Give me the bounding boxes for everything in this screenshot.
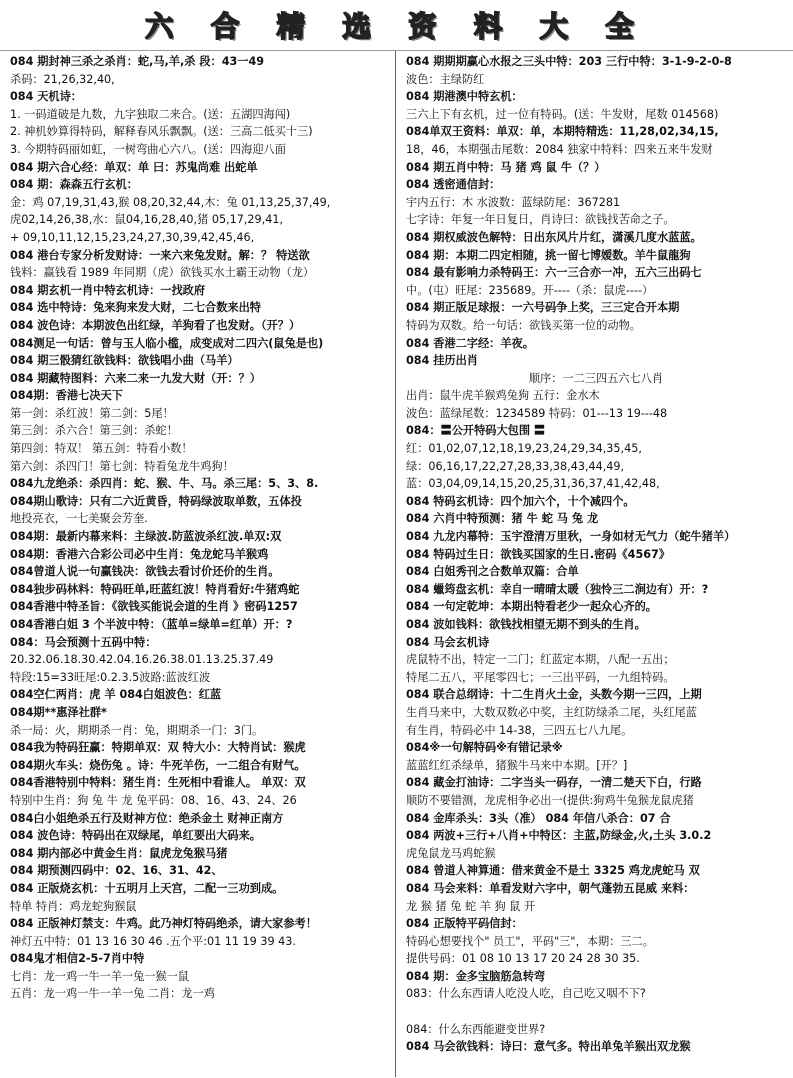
entry-heading-line: 084 期三骰猜红欲钱料：欲钱唱小曲（马羊） bbox=[10, 354, 239, 368]
entry-heading-line: 084 六肖中特预测：猪 牛 蛇 马 兔 龙 bbox=[406, 512, 599, 526]
entry-heading-line: 084期火车头：烧伤兔 。诗：牛死羊伤，一二组合有财气。 bbox=[10, 758, 306, 772]
entry-text-line: 虎02,14,26,38,水：鼠04,16,28,40,猪 05,17,29,41, bbox=[10, 213, 283, 227]
page-title: 六 合 精 选 资 料 大 全 bbox=[145, 10, 648, 43]
entry-text-line: 蓝：03,04,09,14,15,20,25,31,36,37,41,42,48, bbox=[406, 477, 660, 491]
entry-heading-line: 084 曾道人神算通：借来黄金不是土 3325 鸡龙虎蛇马 双 bbox=[406, 864, 700, 878]
entry-heading-line: 084 期：金多宝脑筋急转弯 bbox=[406, 969, 546, 983]
entry-heading-line: 084 港台专家分析发财诗：一来六来兔发财。解：？ 特送欲 bbox=[10, 248, 310, 262]
entry-heading-line: 084 联合总纲诗：十二生肖火土金，头数今期一三四，上期 bbox=[406, 688, 702, 702]
entry-heading-line: 084 期六合心经：单双：单 曰：苏鬼尚难 出蛇单 bbox=[10, 160, 258, 174]
entry-heading-line: 084香港特别中特料：猪生肖：生死相中看谁人。 单双：双 bbox=[10, 776, 306, 790]
entry-heading-line: 084 透密通信封： bbox=[406, 178, 501, 192]
entry-text-line: 特段:15=33旺尾:0.2.3.5波路:蓝波红波 bbox=[10, 670, 211, 684]
entry-text-line: 神灯五中特：01 13 16 30 46 .五个平:01 11 19 39 43. bbox=[10, 934, 296, 948]
entry-heading-line: 084 波如钱料：欲钱找相望无期不到头的生肖。 bbox=[406, 618, 646, 631]
entry-text-line: 有生肖，特码必中 14-38，三四五七八九尾。 bbox=[406, 723, 633, 737]
entry-heading-line: 084 香港二字经：羊夜。 bbox=[406, 336, 534, 350]
entry-text-line: 红：01,02,07,12,18,19,23,24,29,34,35,45, bbox=[406, 442, 642, 456]
entry-heading-line: 084香港中特圣旨：《欲钱买能说会道的生肖 》密码1257 bbox=[10, 600, 298, 614]
entry-text-line: 出肖：鼠牛虎羊猴鸡兔狗 五行：金水木 bbox=[406, 389, 600, 403]
entry-heading-line: 084 九龙内幕特：玉宇澄清万里秋，一身如材无气力（蛇牛猪羊） bbox=[406, 530, 736, 544]
entry-text-line: 顺防不要错测，龙虎相争必出一(提供:狗鸡牛兔猴龙鼠虎猪 bbox=[406, 793, 694, 807]
entry-heading-line: 084测足一句话：曾与玉人临小槛，成变成对二四六(鼠兔是也) bbox=[10, 336, 324, 350]
entry-text-line: 第六剑：杀四门！第七剑：特看兔龙牛鸡狗！ bbox=[10, 459, 234, 473]
page-header bbox=[0, 0, 793, 51]
entry-text-line: 杀一局：火，期期杀一肖：兔，期期杀一门：3门。 bbox=[10, 723, 264, 737]
entry-text-line: 杀码：21,26,32,40, bbox=[10, 72, 115, 86]
entry-text-line: 蓝蓝红红杀绿单，猪猴牛马来中本期。[开？] bbox=[406, 758, 628, 772]
entry-heading-line: 084※一句解特码※有错记录※ bbox=[406, 741, 563, 755]
entry-text-line: + 09,10,11,12,15,23,24,27,30,39,42,45,46, bbox=[10, 230, 255, 244]
entry-heading-line: 084白小姐绝杀五行及财神方位：绝杀金土 财神正南方 bbox=[10, 811, 284, 825]
entry-heading-line: 084 正版烧玄机：十五明月上天宫，二配一三功到成。 bbox=[10, 881, 284, 895]
entry-heading-line: 084期：香港七决天下 bbox=[10, 389, 123, 403]
right-column bbox=[396, 51, 792, 1077]
entry-text-line: 五肖：龙一鸡一牛一羊一兔 二肖：龙一鸡 bbox=[10, 987, 215, 1001]
entry-heading-line: 084空仁两肖：虎 羊 084白姐波色：红蓝 bbox=[10, 688, 222, 702]
entry-text-line: 特尾二五八，平尾零四七；一三出平码，一九组特码。 bbox=[406, 670, 675, 684]
entry-heading-line: 084 金库杀头：3头（准） 084 年信八杀合：07 合 bbox=[406, 811, 671, 825]
entry-text-line: 钱料：赢钱看 1989 年同期（虎）欲钱买水土霸王动物（龙） bbox=[10, 266, 315, 280]
entry-text-line: 地投亮衣，一七美聚会芳奎. bbox=[10, 512, 148, 526]
entry-text-line: 虎兔鼠龙马鸡蛇猴 bbox=[406, 846, 496, 860]
entry-text-line: 七字诗：年复一年日复日，肖诗曰：欲钱找苦命之子。 bbox=[406, 213, 675, 227]
entry-heading-line: 084 期正版足球报：一六号码争上奖，三三定合开本期 bbox=[406, 301, 680, 315]
entry-heading-line: 084 期预测四码中：02、16、31、42、 bbox=[10, 864, 223, 878]
entry-heading-line: 084 藏金打油诗：二字当头一码存，一清二楚天下白，行路 bbox=[406, 776, 702, 790]
entry-text-line: 20.32.06.18.30.42.04.16.26.38.01.13.25.37.49 bbox=[10, 653, 274, 667]
entry-text-line: 顺序：一二三四五六七八肖 bbox=[528, 371, 664, 385]
entry-heading-line: 084我为特码狂赢：特期单双：双 特大小：大特肖试：猴虎 bbox=[10, 741, 306, 755]
entry-heading-line: 084 选中特诗：兔来狗来发大财，二七合数来出特 bbox=[10, 301, 261, 315]
entry-text-line: 特码心想要找个" 员工"，平码"三"，本期：三二。 bbox=[406, 934, 654, 948]
entry-text-line: 第一剑：杀红波！第二剑：5尾！ bbox=[10, 406, 174, 420]
entry-text-line: 083：什么东西请人吃没人吃，自己吃又咽不下? bbox=[406, 987, 646, 1001]
entry-heading-line: 084 最有影响力杀特码王：六一三合亦一冲，五六三出码七 bbox=[406, 266, 702, 280]
entry-heading-line: 084 期藏特图料：六来二来一九发大财（开：？） bbox=[10, 371, 261, 385]
entry-text-line: 宇内五行：木 水波数：蓝绿防尾：367281 bbox=[406, 195, 621, 209]
entry-heading-line: 084 期玄机一肖中特玄机诗：一找政府 bbox=[10, 283, 206, 297]
entry-text-line: 提供号码：01 08 10 13 17 20 24 28 30 35. bbox=[406, 952, 640, 966]
entry-heading-line: 084 期内部必中黄金生肖：鼠虎龙兔猴马猪 bbox=[10, 846, 228, 860]
entry-heading-line: 084 期：森森五行玄机： bbox=[10, 178, 138, 192]
entry-text-line: 2. 神机妙算得特码，解释春风乐飘飘。(送：三高二低买十三) bbox=[10, 125, 313, 139]
entry-text-line: 七肖：龙一鸡一牛一羊一兔一猴一鼠 bbox=[10, 969, 190, 983]
entry-heading-line: 084独步码林料：特码旺单,旺蓝红波！特肖看好:牛猪鸡蛇 bbox=[10, 582, 300, 596]
entry-heading-line: 084 马会玄机诗 bbox=[406, 635, 490, 649]
entry-heading-line: 084期：最新内幕来料：主绿波.防蓝波杀红波.单双:双 bbox=[10, 530, 282, 544]
entry-text-line: 金：鸡 07,19,31,43,猴 08,20,32,44,木：兔 01,13,25,37,49, bbox=[10, 195, 331, 209]
entry-text-line: 3. 今期特码丽如虹，一树弯曲心六八。(送：四海迎八面 bbox=[10, 142, 286, 156]
entry-text-line: 第三剑：杀六合！第三剑：杀蛇！ bbox=[10, 424, 178, 438]
entry-heading-line: 084 期：本期二四定相随，挑一留七博嫒数。羊牛鼠龍狗 bbox=[406, 248, 691, 262]
entry-heading-line: 084：〓公开特码大包围 〓 bbox=[406, 424, 546, 438]
entry-heading-line: 084 天机诗： bbox=[10, 90, 82, 104]
entry-heading-line: 084：马会预测十五码中特： bbox=[10, 635, 157, 649]
entry-heading-line: 084 一句定乾坤：本期出特看老少一起众心齐的。 bbox=[406, 600, 657, 614]
entry-heading-line: 084鬼才相信2-5-7肖中特 bbox=[10, 952, 145, 966]
entry-heading-line: 084单双王资料：单双：单，本期特精选：11,28,02,34,15, bbox=[406, 125, 719, 139]
content-columns bbox=[0, 51, 793, 1077]
entry-heading-line: 084 正版特平码信封： bbox=[406, 917, 523, 931]
entry-text-line: 特码为双数。给一句话：欲钱买第一位的动物。 bbox=[406, 318, 641, 332]
entry-heading-line: 084 期港澳中特玄机： bbox=[406, 90, 523, 104]
entry-heading-line: 084 特码玄机诗：四个加六个，十个减四个。 bbox=[406, 494, 635, 508]
entry-heading-line: 084 两波+三行+八肖+中特区：主蓝,防绿金,火,土头 3.0.2 bbox=[406, 829, 712, 843]
entry-text-line: 虎鼠特不出，特定一二门；红蓝定本期，八配一五出； bbox=[406, 653, 675, 667]
entry-heading-line: 084曾道人说一句赢钱决：欲钱去看讨价还价的生肖。 bbox=[10, 565, 280, 579]
entry-heading-line: 084 特码过生日：欲钱买国家的生日.密码《4567》 bbox=[406, 547, 671, 561]
entry-heading-line: 084期**惠泽社群* bbox=[10, 705, 107, 719]
entry-text-line: 波色：蓝绿尾数：1234589 特码：01---13 19---48 bbox=[406, 406, 668, 420]
entry-heading-line: 084期：香港六合彩公司必中生肖：兔龙蛇马羊猴鸡 bbox=[10, 547, 269, 561]
entry-text-line: 中。(屯）旺尾：235689。开----（杀：鼠虎----） bbox=[406, 283, 654, 297]
left-column bbox=[0, 51, 396, 1077]
entry-heading-line: 084 马会欲钱料：诗曰：意气多。特出单兔羊猴出双龙猴 bbox=[406, 1040, 691, 1054]
entry-heading-line: 084 期权威波色解特：日出东风片片红，潇溪几度水蓝蓝。 bbox=[406, 230, 702, 244]
entry-heading-line: 084 波色诗：特码出在双绿尾，单红要出大码来。 bbox=[10, 829, 261, 843]
entry-text-line: 特单 特肖：鸡龙蛇狗猴鼠 bbox=[10, 899, 137, 913]
entry-text-line: 18，46，本期强击尾数：2084 独家中特料：四来五来牛发财 bbox=[406, 142, 713, 156]
entry-heading-line: 084 期五肖中特：马 猪 鸡 鼠 牛（？） bbox=[406, 160, 606, 174]
entry-heading-line: 084香港白姐 3 个半波中特：（蓝单=绿单=红单）开：? bbox=[10, 618, 293, 631]
entry-heading-line: 084 波色诗：本期波色出红绿，羊狗看了也发财。（开？） bbox=[10, 318, 301, 332]
entry-text-line: 1. 一码道破是九数，九字独取二来合。(送：五湖四海闯) bbox=[10, 107, 291, 121]
entry-heading-line: 084 期期期赢心水报之三头中特：203 三行中特：3-1-9-2-0-8 bbox=[406, 55, 732, 68]
entry-heading-line: 084 正版神灯禁支：牛鸡。此乃神灯特码绝杀，请大家参考！ bbox=[10, 917, 317, 931]
entry-text-line: 特别中生肖：狗 兔 牛 龙 兔平码：08、16、43、24、26 bbox=[10, 793, 297, 807]
entry-text-line: 绿：06,16,17,22,27,28,33,38,43,44,49, bbox=[406, 459, 625, 473]
entry-heading-line: 084 挂历出肖 bbox=[406, 354, 478, 368]
entry-text-line: 龙 猴 猪 兔 蛇 羊 狗 鼠 开 bbox=[406, 899, 536, 913]
entry-text-line: 三六上下有玄机，过一位有特码。(送：牛发财，尾数 014568) bbox=[406, 107, 719, 121]
entry-text-line: 084：什么东西能避变世界? bbox=[406, 1022, 546, 1036]
blank-spacer bbox=[406, 1003, 786, 1021]
entry-heading-line: 084 期封神三杀之杀肖：蛇,马,羊,杀 段：43一49 bbox=[10, 55, 265, 68]
entry-heading-line: 084九龙绝杀：杀四肖：蛇、猴、牛、马。杀三尾：5、3、8. bbox=[10, 477, 319, 491]
entry-text-line: 波色：主绿防红 bbox=[406, 72, 485, 86]
entry-heading-line: 084 白姐秀刊之合数单双篇：合单 bbox=[406, 565, 579, 579]
entry-text-line: 第四剑：特双！ 第五剑：特看小数！ bbox=[10, 442, 193, 456]
entry-heading-line: 084期山歌诗：只有二六近黄昏，特码绿波取单数，五体投 bbox=[10, 494, 302, 508]
entry-heading-line: 084 蠟筠盘玄机：幸自一晴晴太暖（独怜三二涧边有）开：? bbox=[406, 582, 709, 596]
entry-text-line: 生肖马来中，大数双数必中奖，主红防绿杀二尾，头红尾蓝 bbox=[406, 705, 697, 719]
entry-heading-line: 084 马会来料：单看发财六字中，朝气蓬勃五昆威 来料： bbox=[406, 881, 695, 895]
